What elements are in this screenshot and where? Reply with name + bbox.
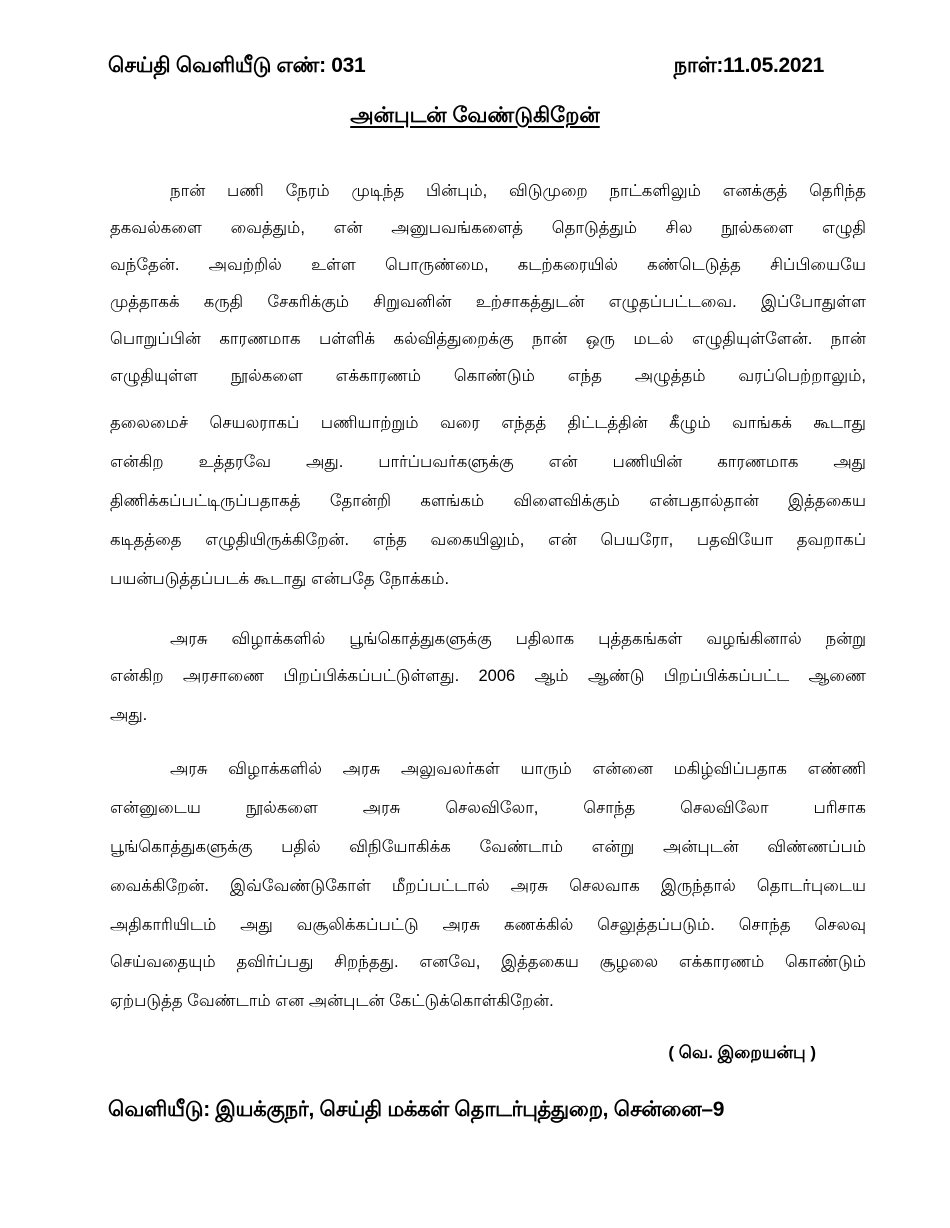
paragraph-1-line-7: தலைமைச் செயலராகப் பணியாற்றும் வரை எந்தத் திட்டத்தின் கீழும் வாங்கக் கூடாது <box>110 414 866 432</box>
paragraph-3-line-1: அரசு விழாக்களில் அரசு அலுவலர்கள் யாரும் என்னை மகிழ்விப்பதாக எண்ணி <box>170 760 866 778</box>
paragraph-1-line-11: பயன்படுத்தப்படக் கூடாது என்பதே நோக்கம். <box>110 570 450 588</box>
paragraph-1-line-3: வந்தேன். அவற்றில் உள்ள பொருண்மை, கடற்கரையில் கண்டெடுத்த சிப்பியையே <box>110 256 866 274</box>
paragraph-1-line-4: முத்தாகக் கருதி சேகரிக்கும் சிறுவனின் உற்சாகத்துடன் எழுதப்பட்டவை. இப்போதுள்ள <box>110 293 866 311</box>
paragraph-3-line-6: செய்வதையும் தவிர்ப்பது சிறந்தது. எனவே, இத்தகைய சூழலை எக்காரணம் கொண்டும் <box>110 953 866 971</box>
release-number: செய்தி வெளியீடு எண்: 031 <box>108 54 366 77</box>
paragraph-2-line-1: அரசு விழாக்களில் பூங்கொத்துகளுக்கு பதிலாக புத்தகங்கள் வழங்கினால் நன்று <box>170 630 866 648</box>
paragraph-1-line-8: என்கிற உத்தரவே அது. பார்ப்பவர்களுக்கு என் பணியின் காரணமாக அது <box>110 453 866 471</box>
footer-publisher: வெளியீடு: இயக்குநர், செய்தி மக்கள் தொடர்புத்துறை, சென்னை–9 <box>108 1098 725 1121</box>
paragraph-1-line-9: திணிக்கப்பட்டிருப்பதாகத் தோன்றி களங்கம் விளைவிக்கும் என்பதால்தான் இத்தகைய <box>110 492 866 510</box>
paragraph-3-line-4: வைக்கிறேன். இவ்வேண்டுகோள் மீறப்பட்டால் அரசு செலவாக இருந்தால் தொடர்புடைய <box>110 877 866 895</box>
signature: ( வெ. இறையன்பு ) <box>668 1043 816 1062</box>
paragraph-3-line-3: பூங்கொத்துகளுக்கு பதில் விநியோகிக்க வேண்டாம் என்று அன்புடன் விண்ணப்பம் <box>110 838 866 856</box>
paragraph-3-line-5: அதிகாரியிடம் அது வசூலிக்கப்பட்டு அரசு கணக்கில் செலுத்தப்படும். சொந்த செலவு <box>110 916 866 934</box>
page-title <box>0 104 950 130</box>
paragraph-1-line-1: நான் பணி நேரம் முடிந்த பின்பும், விடுமுறை நாட்களிலும் எனக்குத் தெரிந்த <box>170 182 866 200</box>
paragraph-1-line-2: தகவல்களை வைத்தும், என் அனுபவங்களைத் தொடுத்தும் சில நூல்களை எழுதி <box>110 219 866 237</box>
paragraph-2-line-2: என்கிற அரசாணை பிறப்பிக்கப்பட்டுள்ளது. 2006 ஆம் ஆண்டு பிறப்பிக்கப்பட்ட ஆணை <box>110 667 866 685</box>
paragraph-3-line-2: என்னுடைய நூல்களை அரசு செலவிலோ, சொந்த செலவிலோ பரிசாக <box>110 799 866 817</box>
paragraph-1-line-5: பொறுப்பின் காரணமாக பள்ளிக் கல்வித்துறைக்கு நான் ஒரு மடல் எழுதியுள்ளேன். நான் <box>110 330 866 348</box>
paragraph-1-line-10: கடிதத்தை எழுதியிருக்கிறேன். எந்த வகையிலும், என் பெயரோ, பதவியோ தவறாகப் <box>110 531 866 549</box>
paragraph-2-line-3: அது. <box>110 706 148 724</box>
release-date: நாள்:11.05.2021 <box>673 54 824 77</box>
paragraph-1-line-6: எழுதியுள்ள நூல்களை எக்காரணம் கொண்டும் எந்த அழுத்தம் வரப்பெற்றாலும், <box>110 367 866 385</box>
paragraph-3-line-7: ஏற்படுத்த வேண்டாம் என அன்புடன் கேட்டுக்கொள்கிறேன். <box>110 992 554 1010</box>
title-text: அன்புடன் வேண்டுகிறேன் <box>350 104 600 127</box>
